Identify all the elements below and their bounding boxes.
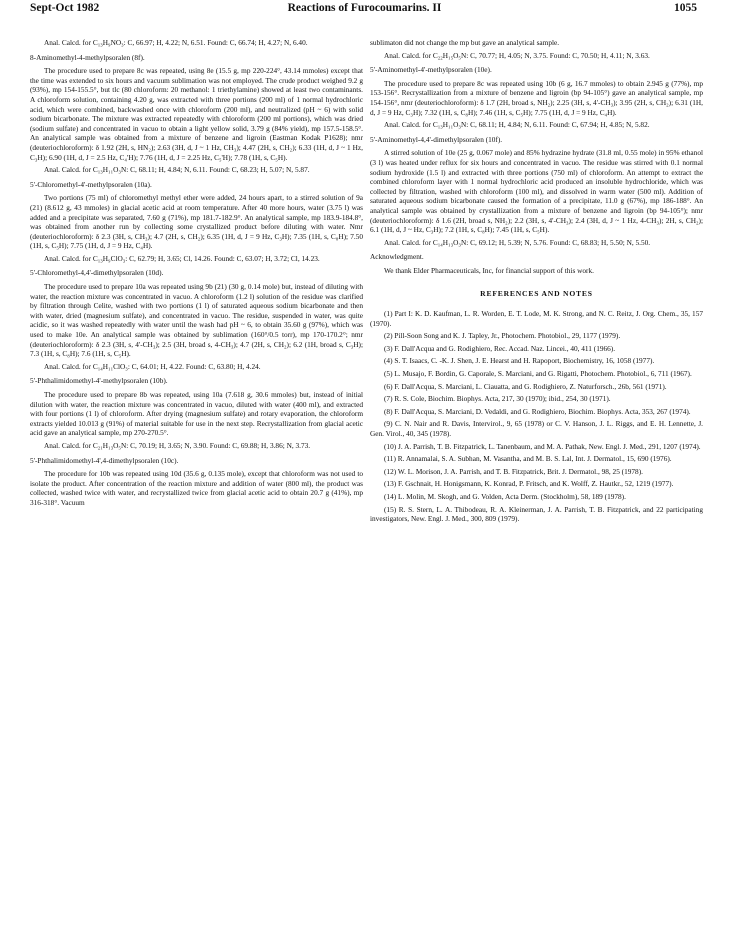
issue-date: Sept-Oct 1982 xyxy=(30,2,100,14)
reference-item: (9) C. N. Nair and R. Davis, Intervirol., 9, 65 (1978) or C. V. Hanson, J. L. Riggs, and E. H. Lennette, J. Gen. Virol., 40, 345 (1978). xyxy=(370,419,703,438)
paragraph: The procedure used to prepare 8c was repeated using 10b (6 g, 16.7 mmoles) to obtain 2.945 g (77%), mp 153-156°. Recrystallization from a mixture of benzene and ligroin (bp 94-105°) gave an analytical sample, mp 154-156°, nmr (deuteriochloroform): δ 1.7 (2H, broad s, NH₂); 2.25 (3H, s, 4'-CH₃); 3.95 (2H, s, CH₂); 6.31 (1H, d, J = 9 Hz, C₃H); 7.32 (1H, s, C₈H); 7.46 (1H, s, C₅H); 7.75 (1H, d, J = 9 Hz, C₄H). xyxy=(370,78,703,117)
section-heading: 5'-Aminomethyl-4'-methylpsoralen (10e). xyxy=(370,65,492,75)
elemental-analysis: Anal. Calcd. for C₂₂H₁₅O₅N: C, 70.77; H, 4.05; N, 3.75. Found: C, 70.50; H, 4.11; N, 3.63. xyxy=(384,50,650,60)
paragraph: The procedure used to prepare 10a was repeated using 9b (21) (30 g, 0.14 mole) but, instead of diluting with water, the reaction mixture was concentrated in vacuo. A chloroform (1.2 l) solution of the residue was clarified by filtration through Celite, washed with two portions (1 l) of saturated aqueous sodium bicarbonate and then with water, dried (magnesium sulfate), and concentrated in vacuo. The residue, suspended in water, was quite acidic, so it was washed repeatedly with water until the wash had pH ~ 6, to obtain 35.60 g (97%), which was used to make 10e. An analytical sample was obtained by sublimation (160°/0.5 torr), mp 170-170.2°; nmr (deuteriochloroform): δ 2.3 (3H, s, 4'-CH₃); 2.5 (3H, broad s, 4-CH₃); 4.7 (2H, s, CH₂); 6.2 (1H, broad s, C₃H); 7.3 (1H, s, C₈H); 7.6 (1H, s, C₅H). xyxy=(30,282,363,359)
running-header xyxy=(30,2,699,20)
section-heading: 5'-Phthalimidomethyl-4',4-dimethylpsoralen (10c). xyxy=(30,455,179,465)
section-heading: 8-Aminomethyl-4-methylpsoralen (8f). xyxy=(30,52,145,62)
right-column xyxy=(370,38,703,527)
elemental-analysis: Anal. Calcd. for C₁₄H₁₃O₃N: C, 69.12; H, 5.39; N, 5.76. Found: C, 68.83; H, 5.50; N, 5.50. xyxy=(384,237,651,247)
elemental-analysis: Anal. Calcd. for C₁₃H₉ClO₃: C, 62.79; H, 3.65; Cl, 14.26. Found: C, 63.07; H, 3.72; Cl, 14.23. xyxy=(44,253,320,263)
reference-item: (14) L. Molin, M. Skogh, and G. Volden, Acta Derm. (Stockholm), 58, 189 (1978). xyxy=(384,491,626,501)
references-list xyxy=(370,309,703,524)
paragraph: The procedure used to prepare 8c was repeated, using 8e (15.5 g, mp 220-224°, 43.14 mmoles) except that the time was extended to six hours and vacuum sublimation was not employed. The crude product weighed 9.2 g (93%), mp 154-155.5°, but tlc (80 chloroform: 20 methanol: 1 triethylamine) showed at least two contaminants. A chloroform solution, containing 4.20 g, was extracted with three portions (200 ml) of 1 normal hydrochloric acid, which were combined, backwashed once with chloroform (200 ml), and neutralized (pH ~ 6) with solid sodium bicarbonate. The mixture was extracted repeatedly with chloroform (200 ml portions), which was dried (sodium sulfate) and concentrated in vacuo to obtain a light yellow solid, 3.79 g (84% yield), mp 157.5-158.5°. An analytical sample was obtained from a mixture of benzene and ligroin (Eastman Kodak P1628); nmr (deuteriochloroform): δ 1.92 (2H, s, HN₂); 2.63 (3H, d, J ~ 1 Hz, CH₃); 4.47 (2H, s, CH₂); 6.33 (1H, d, J ~ 1 Hz, C₃H); 6.90 (1H, d, J = 2.5 Hz, C₄'H); 7.76 (1H, d, J = 2.25 Hz, C₅'H); 7.78 (1H, s, C₅H). xyxy=(30,66,363,162)
elemental-analysis: Anal. Calcd. for C₁₄H₁₁ClO₃: C, 64.01; H, 4.22. Found: C, 63.80; H, 4.24. xyxy=(44,361,261,371)
reference-item: (3) F. Dall'Acqua and G. Rodighiero, Rec. Accad. Naz. Lincei., 40, 411 (1966). xyxy=(384,343,616,353)
reference-item: (15) R. S. Stern, L. A. Thibodeau, R. A. Kleinerman, J. A. Parrish, T. B. Fitzpatrick, and 22 participating investigators, New. Engl. J. Med., 300, 809 (1979). xyxy=(370,504,703,524)
running-title: Reactions of Furocoumarins. II xyxy=(287,2,442,14)
paragraph: The procedure for 10b was repeated using 10d (35.6 g, 0.135 mole), except that chloroform was not used to isolate the product. After concentration of the reaction mixture and addition of water (800 ml), the product was collected, washed twice with water, and recrystallized twice from glacial acetic acid to obtain 20.7 g (41%), mp 316-318°. Vacuum xyxy=(30,469,363,507)
section-heading: 5'-Chloromethyl-4'-methylpsoralen (10a). xyxy=(30,179,152,189)
elemental-analysis: Anal. Calcd. for C₁₃H₁₁O₃N: C, 68.11; H, 4.84; N, 6.11. Found: C, 67.94; H, 4.85; N, 5.82. xyxy=(384,120,650,130)
section-heading: 5'-Phthalimidomethyl-4'-methylpsoralen (10b). xyxy=(30,376,168,386)
reference-item: (13) F. Gschnait, H. Honigsmann, K. Konrad, P. Fritsch, and K. Wolff, Z. Hautkr., 52, 1219 (1977). xyxy=(384,479,674,489)
elemental-analysis: Anal. Calcd. for C₁₃H₉NO₃: C, 66.97; H, 4.22; N, 6.51. Found: C, 66.74; H, 4.27; N, 6.40. xyxy=(44,38,308,47)
reference-item: (6) F. Dall'Acqua, S. Marciani, L. Ciauatta, and G. Rodighiero, Z. Naturforsch., 26b, 561 (1971). xyxy=(384,381,667,391)
paragraph: The procedure used to prepare 8b was repeated, using 10a (7.618 g, 30.6 mmoles) but, instead of initial dilution with water, the reaction mixture was concentrated in vacuo, diluted with water (400 ml), and extracted with four portions (1 l) of chloroform. After drying (magnesium sulfate) and rotary evaporation, the chloroform extracts yielded 10.013 g (91%) of material suitable for use in the next step. Recrystallization from glacial acetic acid gave an analytical sample, mp 270-270.5°. xyxy=(30,390,363,438)
paragraph-continuation: sublimaton did not change the mp but gave an analytical sample. xyxy=(370,38,560,47)
reference-item: (8) F. Dall'Acqua, S. Marciani, D. Vedaldi, and G. Rodighiero, Biochim. Biophys. Acta, 353, 267 (1974). xyxy=(384,406,691,416)
reference-item: (2) Pill-Soon Song and K. J. Tapley, Jr., Photochem. Photobiol., 29, 1177 (1979). xyxy=(384,331,621,341)
reference-item: (7) R. S. Cole, Biochim. Biophys. Acta, 217, 30 (1970); ibid., 254, 30 (1971). xyxy=(384,394,611,404)
reference-item: (12) W. L. Morison, J. A. Parrish, and T. B. Fitzpatrick, Brit. J. Dermatol., 98, 25 (1978). xyxy=(384,466,643,476)
reference-item: (4) S. T. Isaacs, C. -K. J. Shen, J. E. Hearst and H. Rapoport, Biochemistry, 16, 1058 (1977). xyxy=(384,356,655,366)
left-column xyxy=(30,38,363,511)
section-heading: 5'-Chloromethyl-4,4'-dimethylpsoralen (10d). xyxy=(30,268,164,278)
page-number: 1055 xyxy=(674,2,697,14)
paragraph: A stirred solution of 10e (25 g, 0.067 mole) and 85% hydrazine hydrate (31.8 ml, 0.55 mole) in 95% ethanol (3 l) was heated under reflux for six hours and concentrated in vacuo. The residue was stirred with 0.1 normal sodium hydroxide (1.5 l) and extracted with three portions (750 ml) of chloroform. An attempt to extract the combined chloroform layer with 1 normal hydrochloric acid produced an insoluble hydrochloride, which was collected by filtration, washed with chloroform (100 ml), and dissolved in warm water (500 ml). Addition of saturated aqueous sodium bicarbonate caused the formation of a precipitate, 11.0 g (67%), mp 186-188°. An analytical sample was obtained by crystallization from a mixture of benzene and ligroin (bp 94-105°); nmr (deuteriochloroform): δ 1.6 (2H, broad s, NH₂); 2.2 (3H, s, 4'-CH₃); 2.4 (3H, d, J ~ 1 Hz, 4-CH₃); 2H, s, CH₂); 6.1 (1H, d, J ~ Hz, C₃H); 7.2 (1H, s, C₈H); 7.45 (1H, s, C₅H). xyxy=(370,148,703,235)
references-heading: REFERENCES AND NOTES xyxy=(480,289,593,299)
reference-item: (1) Part I: K. D. Kaufman, L. R. Worden, E. T. Lode, M. K. Strong, and N. C. Reitz, J. Org. Chem., 35, 157 (1970). xyxy=(370,309,703,328)
reference-item: (11) R. Annamalai, S. A. Subhan, M. Vasantha, and M. B. S. Lal, Int. J. Dermatol., 15, 690 (1976). xyxy=(384,454,672,464)
elemental-analysis: Anal. Calcd. for C₁₃H₁₁O₃N: C, 68.11; H, 4.84; N, 6.11. Found: C, 68.23; H, 5.07; N, 5.87. xyxy=(44,165,310,175)
reference-item: (10) J. A. Parrish, T. B. Fitzpatrick, L. Tanenbaum, and M. A. Pathak, New. Engl. J. Med., 291, 1207 (1974). xyxy=(384,441,701,451)
section-heading: 5'-Aminomethyl-4,4'-dimethylpsoralen (10f). xyxy=(370,134,503,144)
paragraph: We thank Elder Pharmaceuticals, Inc, for financial support of this work. xyxy=(384,265,594,275)
elemental-analysis: Anal. Calcd. for C₂₁H₁₃O₅N: C, 70.19; H, 3.65; N, 3.90. Found: C, 69.88; H, 3.86; N, 3.73. xyxy=(44,440,311,450)
paragraph: Two portions (75 ml) of chloromethyl methyl ether were added, 24 hours apart, to a stirred solution of 9a (21) (8.612 g, 43 mmoles) in glacial acetic acid at room temperature. After 40 more hours, water (3.75 l) was added and a precipitate was separated, 7.60 g (71%), mp 181.7-182.9°. An analytical sample, mp 183.9-184.8°, was obtained from another run by collecting some crystallized product before diluting with water. Nmr (deuteriochloroform): δ 2.3 (3H, s, CH₃); 4.7 (2H, s, CH₂); 6.35 (1H, d, J = 9 Hz, C₃H); 7.35 (1H, s, C₈H); 7.50 (1H, s, C₅H); 7.75 (1H, d, J = 9 Hz, C₄H). xyxy=(30,193,363,251)
acknowledgment-heading: Acknowledgment. xyxy=(370,252,424,262)
reference-item: (5) L. Musajo, F. Bordin, G. Caporale, S. Marciani, and G. Rigatti, Photochem. Photobiol., 6, 711 (1967). xyxy=(384,369,692,379)
right-column-text xyxy=(370,38,703,275)
